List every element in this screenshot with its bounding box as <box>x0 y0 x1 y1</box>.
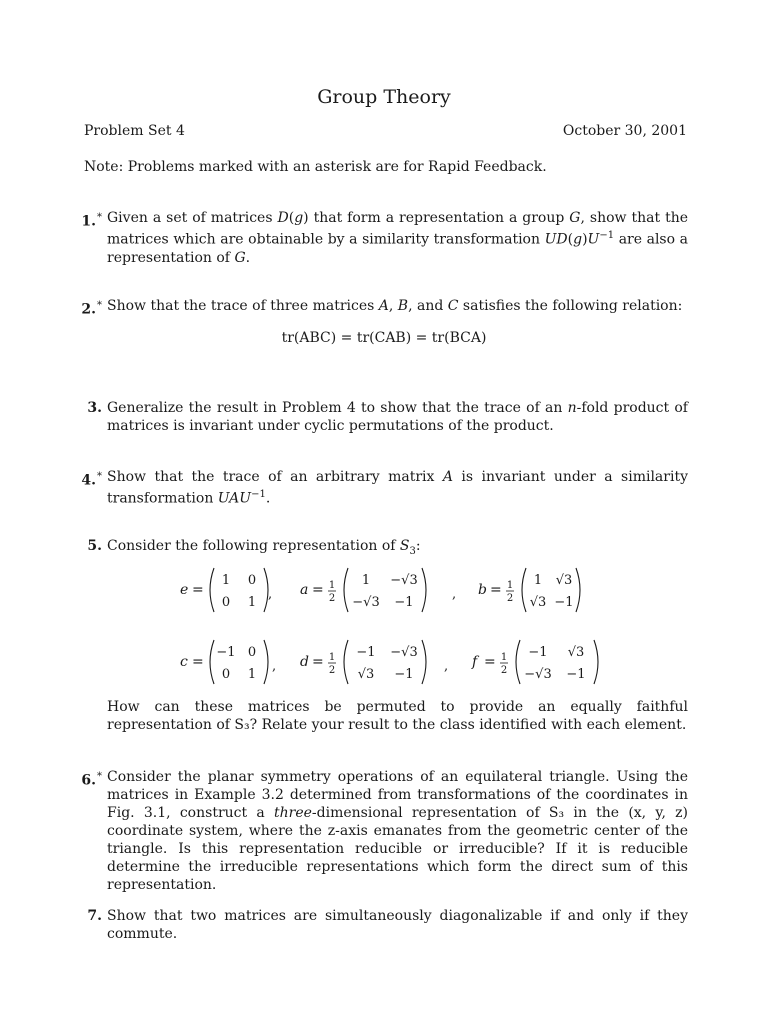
matrix-cell: −1 <box>216 645 236 660</box>
note-text: Note: Problems marked with an asterisk are for Rapid Feedback. <box>84 159 547 175</box>
coef-numerator: 1 <box>328 652 336 663</box>
matrix-name-e: e <box>180 582 189 598</box>
left-paren <box>522 568 526 612</box>
matrix-separator: , <box>272 659 277 674</box>
matrix-cell: −√3 <box>352 595 380 610</box>
coef-denominator: 2 <box>328 665 336 676</box>
matrix-cell: −1 <box>528 645 548 660</box>
problem-6-number: 6.* <box>81 771 102 789</box>
problem-7 <box>76 907 688 943</box>
left-paren <box>210 568 214 612</box>
matrix-cell: 0 <box>247 645 257 660</box>
matrix-cell: 0 <box>247 573 257 588</box>
right-paren <box>422 568 426 612</box>
left-paren <box>516 640 520 684</box>
problem-7-number: 7. <box>87 908 102 924</box>
page-title: Group Theory <box>317 86 451 108</box>
problem-5-text: Consider the following representation of $S_3$: <box>107 538 421 557</box>
matrix-name-b: b <box>478 582 487 598</box>
matrix-separator: , <box>452 587 457 602</box>
problem-1-star: * <box>97 212 102 223</box>
right-paren <box>594 640 598 684</box>
equals-sign: = <box>484 654 496 670</box>
coef-numerator: 1 <box>328 580 336 591</box>
right-paren <box>264 640 268 684</box>
left-paren <box>210 640 214 684</box>
problem-5-question: How can these matrices be permuted to provide an equally faithful representation of S₃? Relate your result to the class identified with each element. <box>107 699 688 733</box>
problem-4-star: * <box>97 471 102 482</box>
coef-denominator: 2 <box>328 593 336 604</box>
problem-4-text: Show that the trace of an arbitrary matrix A is invariant under a similarity transformation $UAU^{-1}$. <box>107 469 688 507</box>
matrix-name-d: d <box>300 654 309 670</box>
matrix-separator: , <box>444 659 449 674</box>
date-label: October 30, 2001 <box>562 123 687 139</box>
coef-numerator: 1 <box>500 652 508 663</box>
problem-7-text: Show that two matrices are simultaneously diagonalizable if and only if they commute. <box>107 908 688 942</box>
coef-denominator: 2 <box>506 593 514 604</box>
matrix-cell: 1 <box>361 573 371 588</box>
matrix-cell: √3 <box>529 595 547 610</box>
matrix-cell: √3 <box>357 667 375 682</box>
matrix-cell: 1 <box>247 667 257 682</box>
matrix-cell: √3 <box>555 573 573 588</box>
equals-sign: = <box>490 582 502 598</box>
equals-sign: = <box>312 654 324 670</box>
matrix-cell: −1 <box>394 667 414 682</box>
matrix-cell: −1 <box>554 595 574 610</box>
coef-numerator: 1 <box>506 580 514 591</box>
matrix-cell: −√3 <box>524 667 552 682</box>
equals-sign: = <box>192 654 204 670</box>
matrix-cell: √3 <box>567 645 585 660</box>
matrix-cell: −1 <box>356 645 376 660</box>
matrix-cell: −1 <box>394 595 414 610</box>
problem-set-label: Problem Set 4 <box>84 123 185 139</box>
equals-sign: = <box>192 582 204 598</box>
matrix-name-c: c <box>180 654 188 670</box>
problem-2-number: 2.* <box>81 300 102 318</box>
matrix-cell: −√3 <box>390 645 418 660</box>
problem-6-star: * <box>97 771 102 782</box>
problem-1-text: Given a set of matrices D(g) that form a representation a group G, show that the matrices which are obtainable by a similarity transformation $UD(g)U^{-1}$ are also a representation of G. <box>107 210 688 266</box>
matrix-name-f: f <box>472 654 478 670</box>
problem-6 <box>76 768 688 894</box>
matrix-cell: 1 <box>221 573 231 588</box>
trace-equation: tr(ABC) = tr(CAB) = tr(BCA) <box>281 330 487 346</box>
problem-2-star: * <box>97 300 102 311</box>
left-paren <box>344 640 348 684</box>
matrix-separator: , <box>268 587 273 602</box>
problem-1-number: 1.* <box>81 212 102 230</box>
problem-4-number: 4.* <box>81 471 102 489</box>
matrix-cell: −√3 <box>390 573 418 588</box>
matrix-cell: 1 <box>247 595 257 610</box>
left-paren <box>344 568 348 612</box>
matrix-cell: −1 <box>566 667 586 682</box>
problem-3-text: Generalize the result in Problem 4 to show that the trace of an n-fold product of matrices is invariant under cyclic permutations of the product. <box>107 400 688 434</box>
coef-denominator: 2 <box>500 665 508 676</box>
problem-5-number: 5. <box>87 538 102 554</box>
problem-3-number: 3. <box>87 400 102 416</box>
equals-sign: = <box>312 582 324 598</box>
matrix-cell: 1 <box>533 573 543 588</box>
matrix-cell: 0 <box>221 667 231 682</box>
problem-6-text: Consider the planar symmetry operations of an equilateral triangle. Using the matrices in Example 3.2 determined from transformations of the coordinates in Fig. 3.1, construct a three-dimensional representation of S₃ in the (x, y, z) coordinate system, where the z-axis emanates from the geometric center of the triangle. Is this representation reducible or irreducible? If it is reducible determine the irreducible representations which form the direct sum of this representation. <box>107 769 688 893</box>
right-paren <box>576 568 580 612</box>
right-paren <box>422 640 426 684</box>
matrix-name-a: a <box>300 582 309 598</box>
matrix-cell: 0 <box>221 595 231 610</box>
problem-2-text: Show that the trace of three matrices A, B, and C satisfies the following relation: <box>107 298 683 314</box>
